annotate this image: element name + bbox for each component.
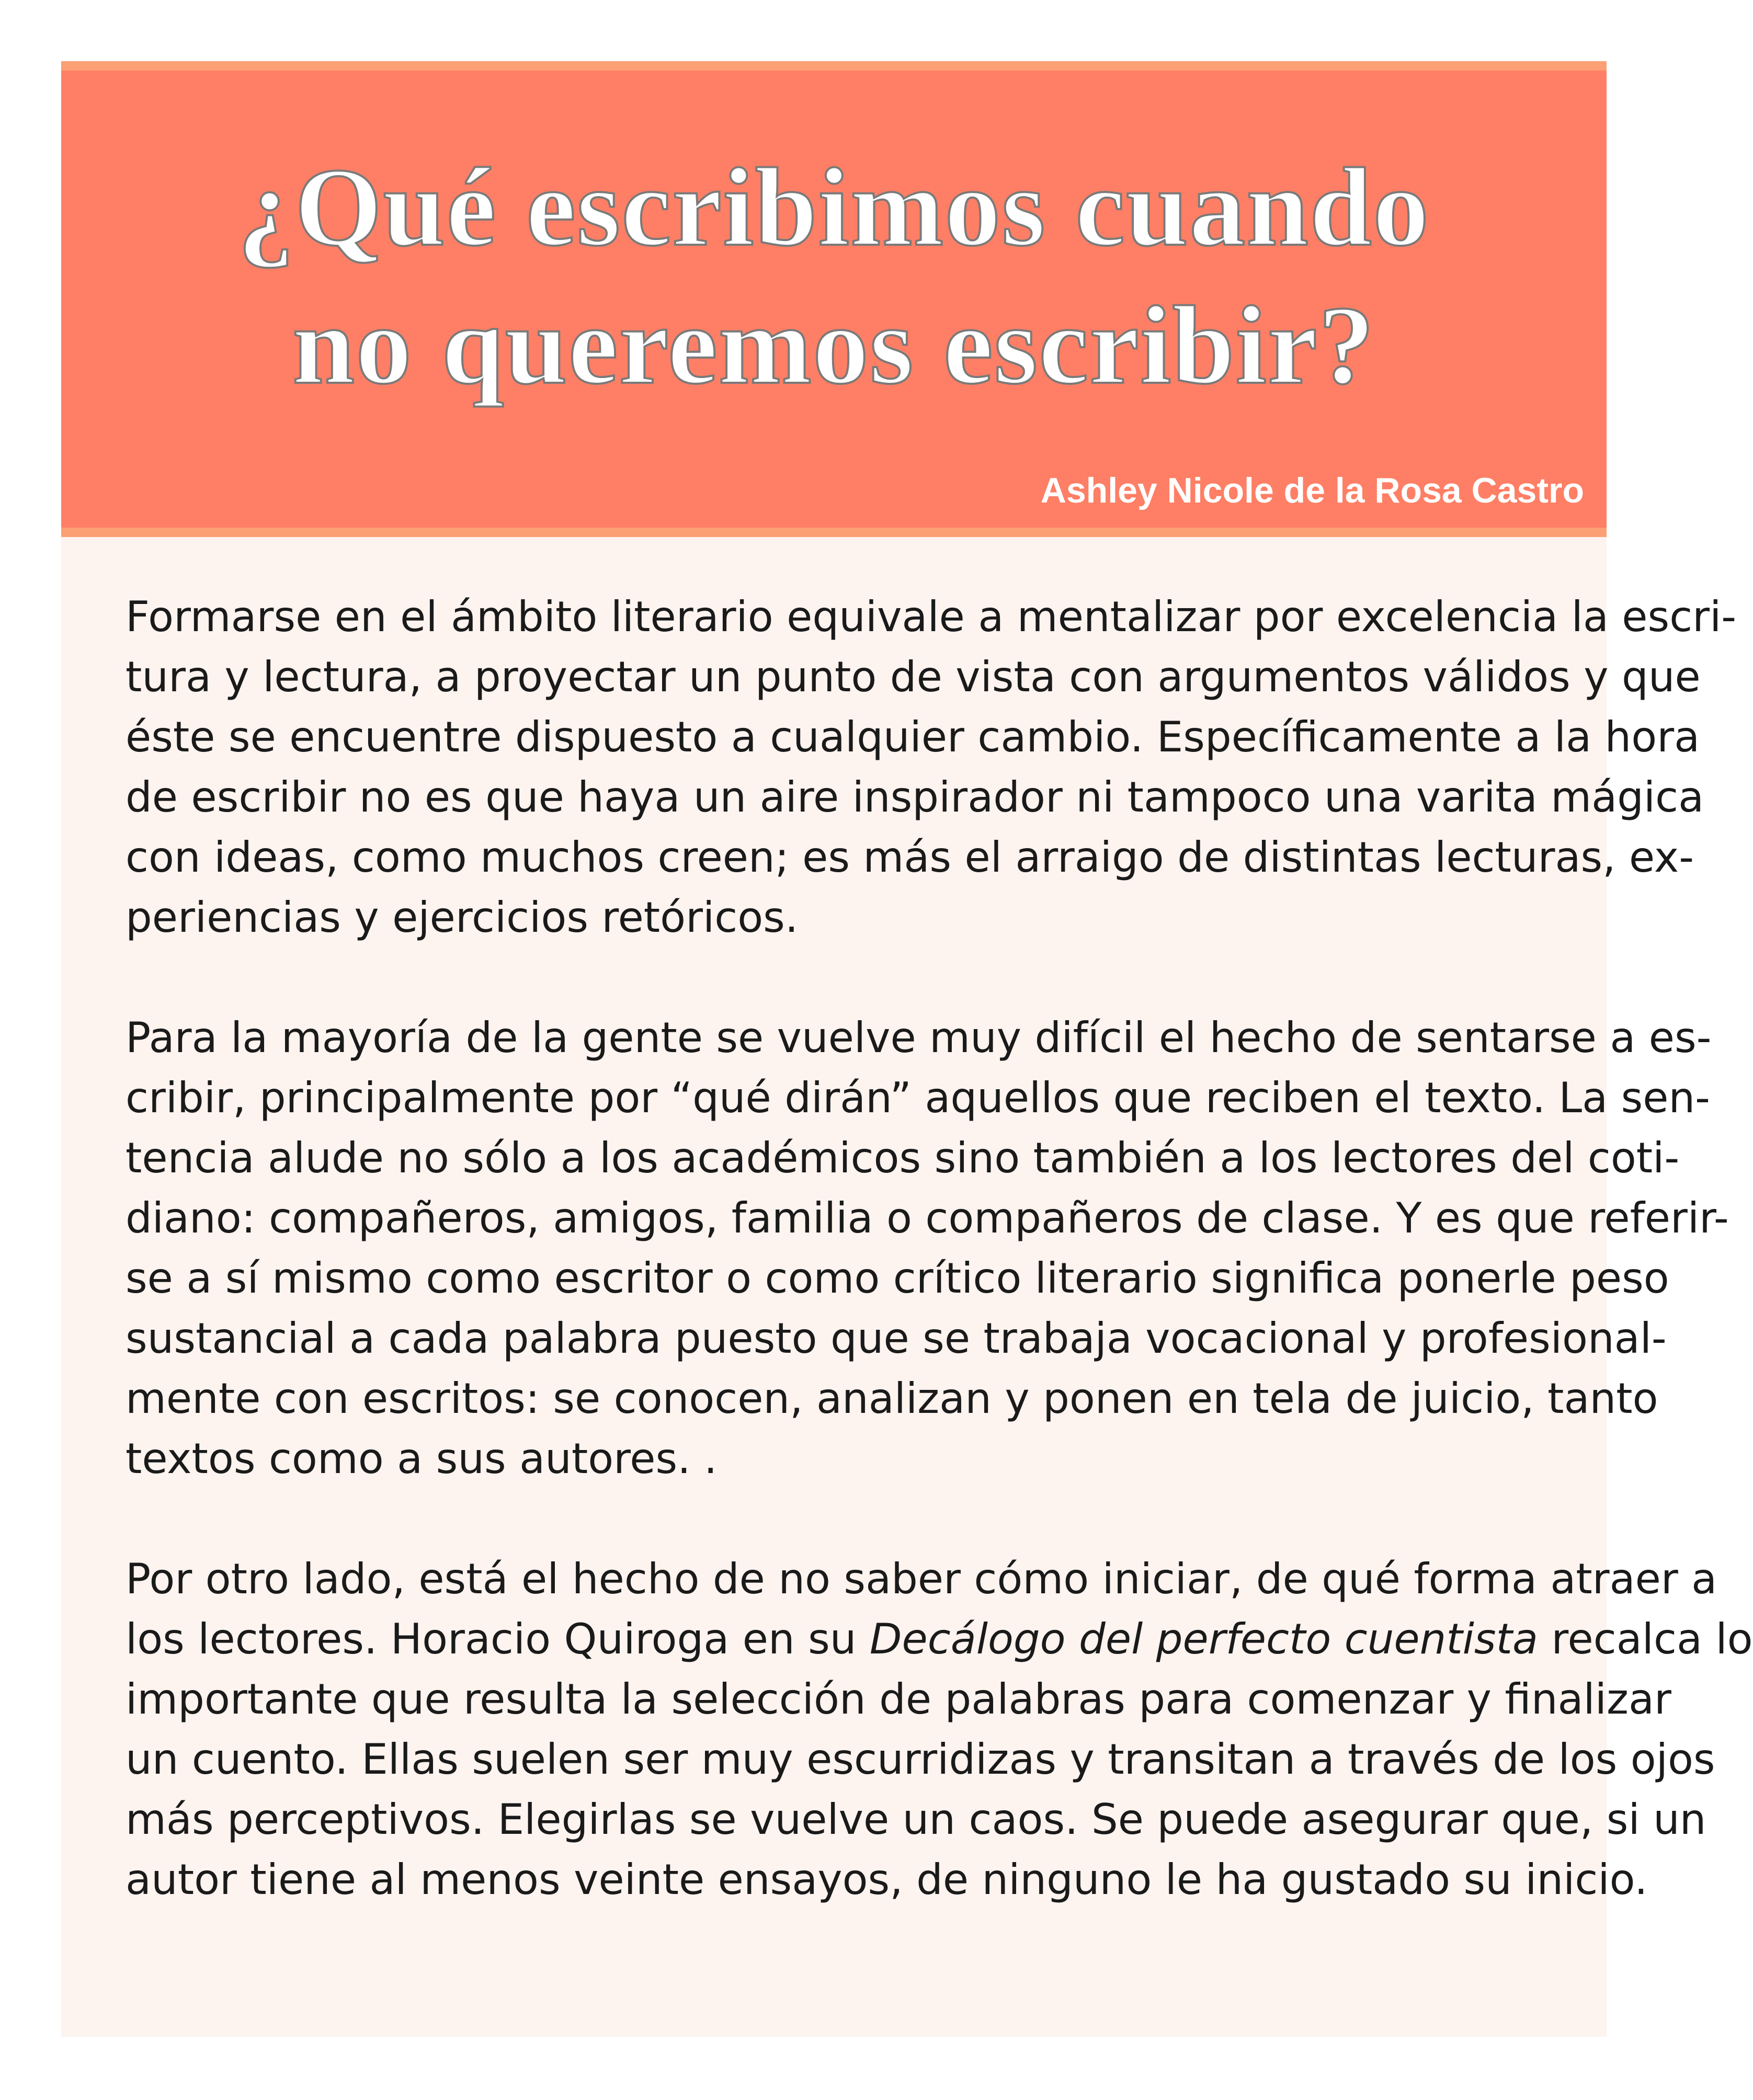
paragraph-line: Formarse en el ámbito literario equivale a mentalizar por excelencia la escri- bbox=[126, 592, 1737, 641]
author-name: Ashley Nicole de la Rosa Castro bbox=[1040, 471, 1584, 510]
paragraph-line: de escribir no es que haya un aire inspirador ni tampoco una varita mágica bbox=[126, 773, 1704, 821]
paragraph-line: textos como a sus autores. . bbox=[126, 1434, 718, 1483]
paragraph-line: mente con escritos: se conocen, analizan y ponen en tela de juicio, tanto bbox=[126, 1374, 1658, 1423]
title-line-2: no queremos escribir? bbox=[292, 283, 1375, 407]
text-run: recalca lo bbox=[1538, 1615, 1753, 1663]
paragraph-line: se a sí mismo como escritor o como crítico literario significa ponerle peso bbox=[126, 1254, 1669, 1303]
article-body bbox=[126, 587, 1753, 1970]
text-run: los lectores. Horacio Quiroga en su bbox=[126, 1615, 870, 1663]
paragraph-line: cribir, principalmente por “qué dirán” aquellos que reciben el texto. La sen- bbox=[126, 1074, 1711, 1122]
paragraph-line: diano: compañeros, amigos, familia o compañeros de clase. Y es que referir- bbox=[126, 1194, 1729, 1242]
article-title bbox=[61, 139, 1607, 415]
title-line-1: ¿Qué escribimos cuando bbox=[237, 145, 1430, 269]
paragraph-line: un cuento. Ellas suelen ser muy escurridizas y transitan a través de los ojos bbox=[126, 1735, 1715, 1784]
paragraph-line-with-book-title bbox=[126, 1609, 1753, 1669]
paragraph-line: tura y lectura, a proyectar un punto de vista con argumentos válidos y que bbox=[126, 653, 1701, 701]
paragraph-line: Para la mayoría de la gente se vuelve muy difícil el hecho de sentarse a es- bbox=[126, 1013, 1712, 1062]
paragraph-line: más perceptivos. Elegirlas se vuelve un caos. Se puede asegurar que, si un bbox=[126, 1795, 1706, 1844]
paragraph-line: importante que resulta la selección de palabras para comenzar y finalizar bbox=[126, 1675, 1671, 1724]
paragraph-line: sustancial a cada palabra puesto que se trabaja vocacional y profesional- bbox=[126, 1314, 1667, 1363]
paragraph-3 bbox=[126, 1549, 1753, 1910]
paragraph-line: tencia alude no sólo a los académicos sino también a los lectores del coti- bbox=[126, 1134, 1680, 1182]
paragraph-1 bbox=[126, 587, 1737, 948]
paragraph-line: éste se encuentre dispuesto a cualquier cambio. Específicamente a la hora bbox=[126, 713, 1700, 761]
paragraph-line: periencias y ejercicios retóricos. bbox=[126, 893, 799, 942]
book-title: Decálogo del perfecto cuentista bbox=[869, 1615, 1538, 1663]
paragraph-line: autor tiene al menos veinte ensayos, de ninguno le ha gustado su inicio. bbox=[126, 1855, 1648, 1904]
paragraph-2 bbox=[126, 1008, 1729, 1489]
paragraph-line: con ideas, como muchos creen; es más el arraigo de distintas lecturas, ex- bbox=[126, 833, 1694, 882]
paragraph-line: Por otro lado, está el hecho de no saber cómo iniciar, de qué forma atraer a bbox=[126, 1555, 1717, 1603]
